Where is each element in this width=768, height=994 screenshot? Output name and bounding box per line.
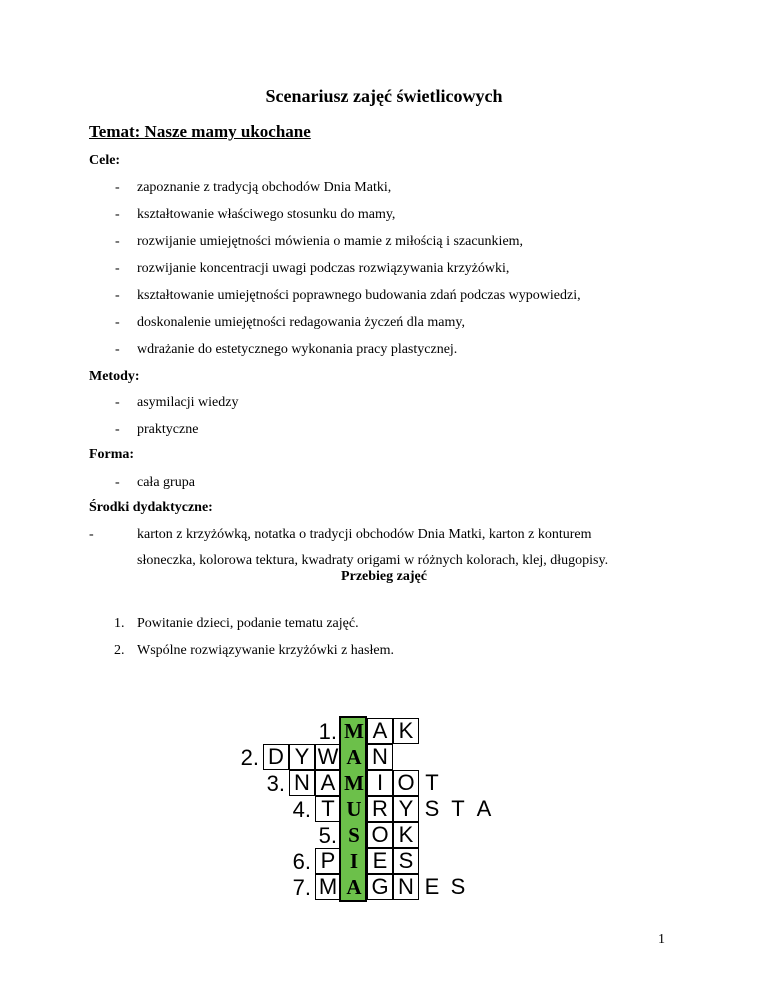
crossword-cell: K	[393, 822, 419, 848]
crossword-cell: N	[289, 770, 315, 796]
crossword-cell: A	[476, 796, 492, 821]
crossword-row-number: 3.	[266, 771, 285, 796]
crossword-key-cell: S	[341, 822, 367, 848]
bullet-dash: -	[115, 475, 120, 490]
crossword-row-number: 4.	[292, 797, 311, 822]
course-heading: Przebieg zajęć	[341, 569, 427, 584]
form-item: cała grupa	[137, 475, 195, 490]
crossword-row-number: 5.	[318, 823, 337, 848]
materials-line: słoneczka, kolorowa tektura, kwadraty origami w różnych kolorach, klej, długopisy.	[137, 553, 609, 568]
crossword-key-cell: A	[341, 744, 367, 770]
bullet-dash: -	[115, 234, 120, 249]
crossword-cell: P	[315, 848, 341, 874]
crossword-cell: O	[393, 770, 419, 796]
bullet-dash: -	[115, 422, 120, 437]
crossword-cell: K	[393, 718, 419, 744]
bullet-dash: -	[89, 527, 94, 542]
bullet-dash: -	[115, 207, 120, 222]
crossword-cell: T	[451, 796, 465, 821]
crossword-cell: D	[263, 744, 289, 770]
bullet-dash: -	[115, 180, 120, 195]
bullet-dash: -	[115, 315, 120, 330]
crossword-row-number: 2.	[240, 745, 259, 770]
step-text: Wspólne rozwiązywanie krzyżówki z hasłem.	[137, 643, 394, 658]
crossword-row-number: 7.	[292, 875, 311, 900]
crossword-key-cell: U	[341, 796, 367, 822]
bullet-dash: -	[115, 261, 120, 276]
crossword-cell: I	[367, 770, 393, 796]
crossword-cell: A	[315, 770, 341, 796]
crossword-cell: S	[450, 874, 466, 899]
crossword-cell: N	[393, 874, 419, 900]
crossword-cell: M	[315, 874, 341, 900]
topic-heading: Temat: Nasze mamy ukochane	[89, 122, 311, 141]
step-text: Powitanie dzieci, podanie tematu zajęć.	[137, 616, 359, 631]
page-title: Scenariusz zajęć świetlicowych	[265, 86, 503, 106]
bullet-dash: -	[115, 288, 120, 303]
crossword-key-cell: M	[341, 718, 367, 744]
crossword-cell: A	[367, 718, 393, 744]
goal-item: doskonalenie umiejętności redagowania życzeń dla mamy,	[137, 315, 465, 330]
materials-heading: Środki dydaktyczne:	[89, 500, 213, 515]
crossword-cell: S	[424, 796, 440, 821]
crossword-key-cell: I	[341, 848, 367, 874]
crossword-cell: R	[367, 796, 393, 822]
method-item: asymilacji wiedzy	[137, 395, 239, 410]
methods-heading: Metody:	[89, 369, 140, 384]
crossword-cell: E	[367, 848, 393, 874]
crossword-cell: T	[315, 796, 341, 822]
page-number: 1	[658, 932, 665, 947]
crossword-cell: W	[315, 744, 341, 770]
crossword-cell: S	[393, 848, 419, 874]
goal-item: zapoznanie z tradycją obchodów Dnia Matki,	[137, 180, 392, 195]
crossword-cell: T	[425, 770, 439, 795]
goal-item: rozwijanie koncentracji uwagi podczas rozwiązywania krzyżówki,	[137, 261, 510, 276]
goal-item: wdrażanie do estetycznego wykonania pracy plastycznej.	[137, 342, 458, 357]
crossword-cell: N	[367, 744, 393, 770]
bullet-dash: -	[115, 342, 120, 357]
goal-item: rozwijanie umiejętności mówienia o mamie z miłością i szacunkiem,	[137, 234, 524, 249]
crossword-key-cell: M	[341, 770, 367, 796]
crossword-cell: E	[424, 874, 440, 899]
crossword-key-cell: A	[341, 874, 367, 900]
crossword-row-number: 1.	[318, 719, 337, 744]
goal-item: kształtowanie umiejętności poprawnego budowania zdań podczas wypowiedzi,	[137, 288, 581, 303]
crossword-cell: G	[367, 874, 393, 900]
step-number: 1.	[114, 616, 125, 631]
goal-item: kształtowanie właściwego stosunku do mamy,	[137, 207, 396, 222]
step-number: 2.	[114, 643, 125, 658]
method-item: praktyczne	[137, 422, 199, 437]
crossword-cell: Y	[393, 796, 419, 822]
form-heading: Forma:	[89, 447, 135, 462]
goals-heading: Cele:	[89, 153, 121, 168]
crossword-cell: O	[367, 822, 393, 848]
bullet-dash: -	[115, 395, 120, 410]
crossword-cell: Y	[289, 744, 315, 770]
materials-line: karton z krzyżówką, notatka o tradycji obchodów Dnia Matki, karton z konturem	[137, 527, 592, 542]
crossword-row-number: 6.	[292, 849, 311, 874]
